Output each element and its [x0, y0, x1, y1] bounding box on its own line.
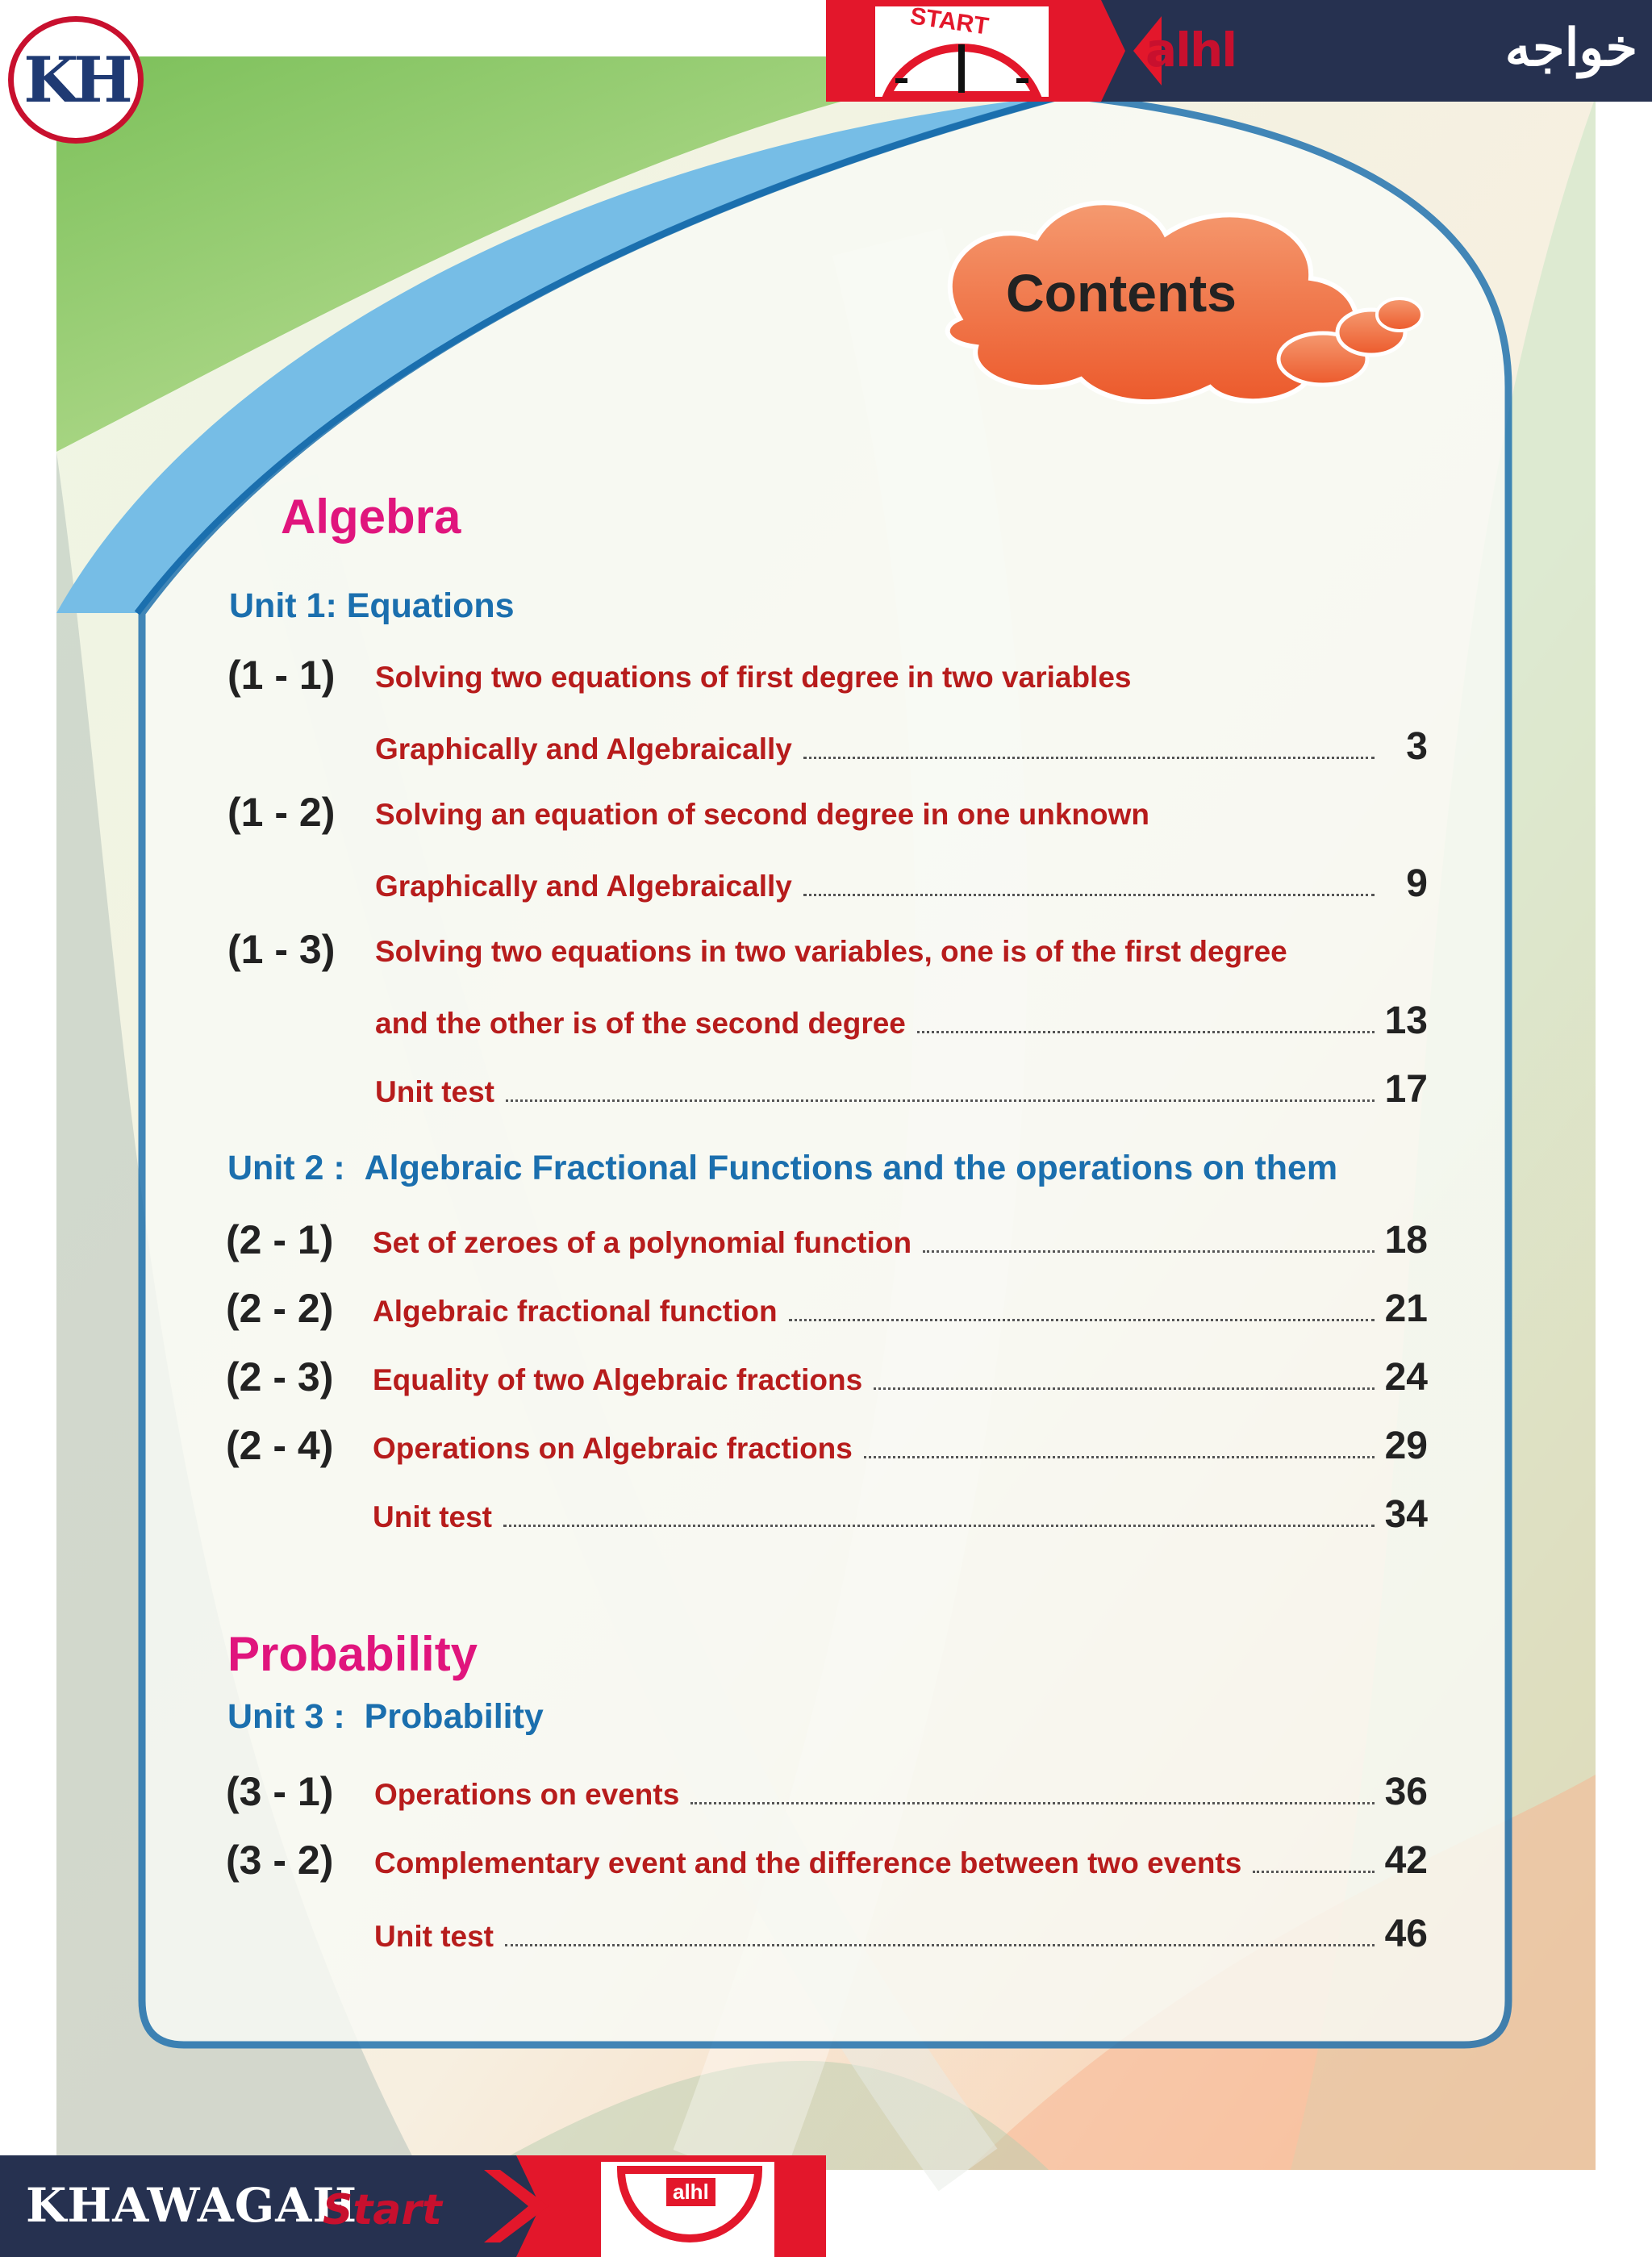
lesson-title: and the other is of the second degree: [375, 1007, 906, 1040]
unit-test-label: Unit test: [374, 1920, 494, 1953]
toc-row[interactable]: [374, 1912, 1428, 1956]
section-probability: Probability: [227, 1627, 478, 1681]
kh-logo: [8, 16, 144, 144]
dot-leader: [1253, 1871, 1375, 1873]
page-number: 17: [1384, 1068, 1428, 1111]
lesson-number: (1 - 3): [227, 927, 336, 972]
page-number: 29: [1384, 1425, 1428, 1467]
lesson-title: Solving two equations in two variables, one is of the first degree: [375, 935, 1287, 968]
page-number: 24: [1384, 1356, 1428, 1399]
lesson-title: Solving an equation of second degree in one unknown: [375, 798, 1150, 831]
page-number: 3: [1406, 725, 1428, 768]
page-number: 13: [1384, 999, 1428, 1042]
unit-2-heading: [227, 1149, 1337, 1188]
unit-3-heading: [227, 1697, 544, 1737]
section-algebra: Algebra: [281, 490, 461, 544]
unit-1-heading: Unit 1: Equations: [229, 586, 515, 625]
dot-leader: [503, 1525, 1375, 1527]
page-number: 34: [1384, 1493, 1428, 1536]
toc-row[interactable]: [375, 999, 1428, 1043]
footer-start: Start: [323, 2186, 442, 2234]
lesson-title: Graphically and Algebraically: [375, 870, 792, 903]
unit-test-label: Unit test: [375, 1075, 494, 1108]
lesson-title: Operations on Algebraic fractions: [373, 1432, 853, 1465]
toc-row[interactable]: [373, 1287, 1428, 1331]
lesson-number: (2 - 1): [226, 1217, 334, 1262]
dot-leader: [803, 757, 1375, 759]
dot-leader: [874, 1387, 1375, 1390]
top-brand-latin: alhl: [1145, 23, 1237, 77]
lesson-title: Equality of two Algebraic fractions: [373, 1363, 863, 1396]
lesson-number: (1 - 2): [227, 790, 336, 835]
dot-leader: [923, 1250, 1375, 1253]
lesson-number: (3 - 2): [226, 1838, 334, 1883]
lesson-number: (1 - 1): [227, 653, 336, 698]
dot-leader: [506, 1099, 1375, 1102]
start-clock-badge: START: [908, 2, 991, 40]
logo-text: KH: [23, 43, 128, 117]
dot-leader: [505, 1944, 1375, 1946]
lesson-number: (2 - 4): [226, 1423, 334, 1468]
top-brand-arabic: خواجه: [1504, 18, 1637, 78]
page-number: 18: [1384, 1219, 1428, 1262]
dot-leader: [803, 894, 1375, 896]
toc-row[interactable]: [375, 1067, 1428, 1112]
lesson-title: Graphically and Algebraically: [375, 732, 792, 766]
lesson-title: Complementary event and the difference between two events: [374, 1846, 1242, 1879]
footer-badge: alhl: [666, 2178, 715, 2206]
footer-brand: KHAWAGAH: [26, 2178, 358, 2233]
lesson-number: (2 - 2): [226, 1286, 334, 1331]
page-number: 42: [1384, 1839, 1428, 1882]
unit-3-prefix: Unit 3 :: [227, 1697, 345, 1736]
dot-leader: [917, 1031, 1375, 1033]
unit-2-title: Algebraic Fractional Functions and the operations on them: [364, 1149, 1338, 1187]
page-number: 46: [1384, 1913, 1428, 1955]
toc-row[interactable]: [374, 1838, 1428, 1883]
page-number: 9: [1406, 862, 1428, 905]
dot-leader: [864, 1456, 1375, 1458]
page-number: 36: [1384, 1771, 1428, 1813]
unit-3-title: Probability: [364, 1697, 544, 1736]
dot-leader: [789, 1319, 1375, 1321]
dot-leader: [690, 1802, 1375, 1804]
toc-row[interactable]: [373, 1492, 1428, 1537]
page-number: 21: [1384, 1287, 1428, 1330]
lesson-title: Operations on events: [374, 1778, 680, 1811]
contents-title: Contents: [1006, 263, 1237, 323]
unit-test-label: Unit test: [373, 1500, 492, 1533]
toc-row[interactable]: [375, 724, 1428, 769]
unit-2-prefix: Unit 2 :: [227, 1149, 345, 1187]
toc-row[interactable]: [375, 861, 1428, 906]
lesson-number: (2 - 3): [226, 1354, 334, 1400]
lesson-title: Set of zeroes of a polynomial function: [373, 1226, 912, 1259]
lesson-title: Algebraic fractional function: [373, 1295, 778, 1328]
lesson-title: Solving two equations of first degree in two variables: [375, 661, 1132, 694]
toc-row[interactable]: [373, 1424, 1428, 1468]
lesson-number: (3 - 1): [226, 1769, 334, 1814]
toc-row[interactable]: [373, 1218, 1428, 1262]
toc-row[interactable]: [373, 1355, 1428, 1400]
toc-row[interactable]: [374, 1770, 1428, 1814]
